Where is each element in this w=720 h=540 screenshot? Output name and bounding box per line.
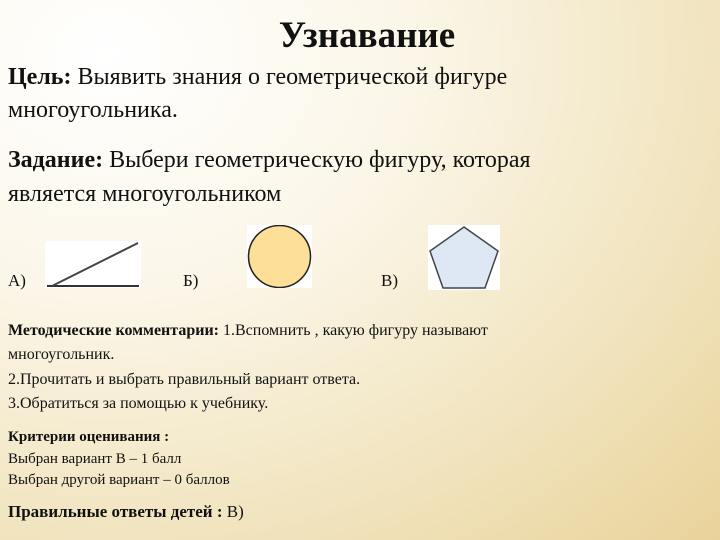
criteria-line-2: Выбран другой вариант – 0 баллов [8, 472, 230, 488]
option-c-label: В) [381, 271, 398, 290]
method-line-2: многоугольник. [8, 346, 115, 363]
circle-icon [247, 225, 312, 288]
task-line-2: является многоугольником [8, 181, 282, 207]
option-b-label: Б) [183, 271, 199, 290]
criteria-label: Критерии оценивания : [8, 429, 170, 445]
angle-figure[interactable] [45, 241, 141, 288]
method-label: Методические комментарии: [8, 322, 219, 339]
slide-title: Узнавание [278, 15, 456, 56]
goal-label: Цель: [8, 64, 72, 90]
option-a-label: А) [8, 271, 26, 290]
answer-value: В) [222, 502, 244, 521]
method-line-1 [8, 322, 488, 340]
method-line-3: 2.Прочитать и выбрать правильный вариант ответа. [8, 371, 361, 388]
method-text: 1.Вспомнить , какую фигуру называют [219, 322, 488, 339]
goal-line-1 [8, 64, 507, 91]
pentagon-icon [428, 225, 500, 290]
answer-label: Правильные ответы детей : [8, 502, 223, 521]
pentagon-figure[interactable] [428, 225, 500, 290]
task-line-1 [8, 147, 531, 174]
criteria-line-1: Выбран вариант В – 1 балл [8, 451, 182, 467]
circle-figure[interactable] [247, 225, 312, 288]
goal-text: Выявить знания о геометрической фигуре [71, 64, 508, 90]
goal-line-2: многоугольника. [8, 97, 178, 123]
answer-line [8, 502, 244, 522]
task-text: Выбери геометрическую фигуру, которая [103, 147, 531, 173]
task-label: Задание: [8, 147, 104, 173]
method-line-4: 3.Обратиться за помощью к учебнику. [8, 395, 269, 412]
angle-icon [45, 241, 141, 288]
